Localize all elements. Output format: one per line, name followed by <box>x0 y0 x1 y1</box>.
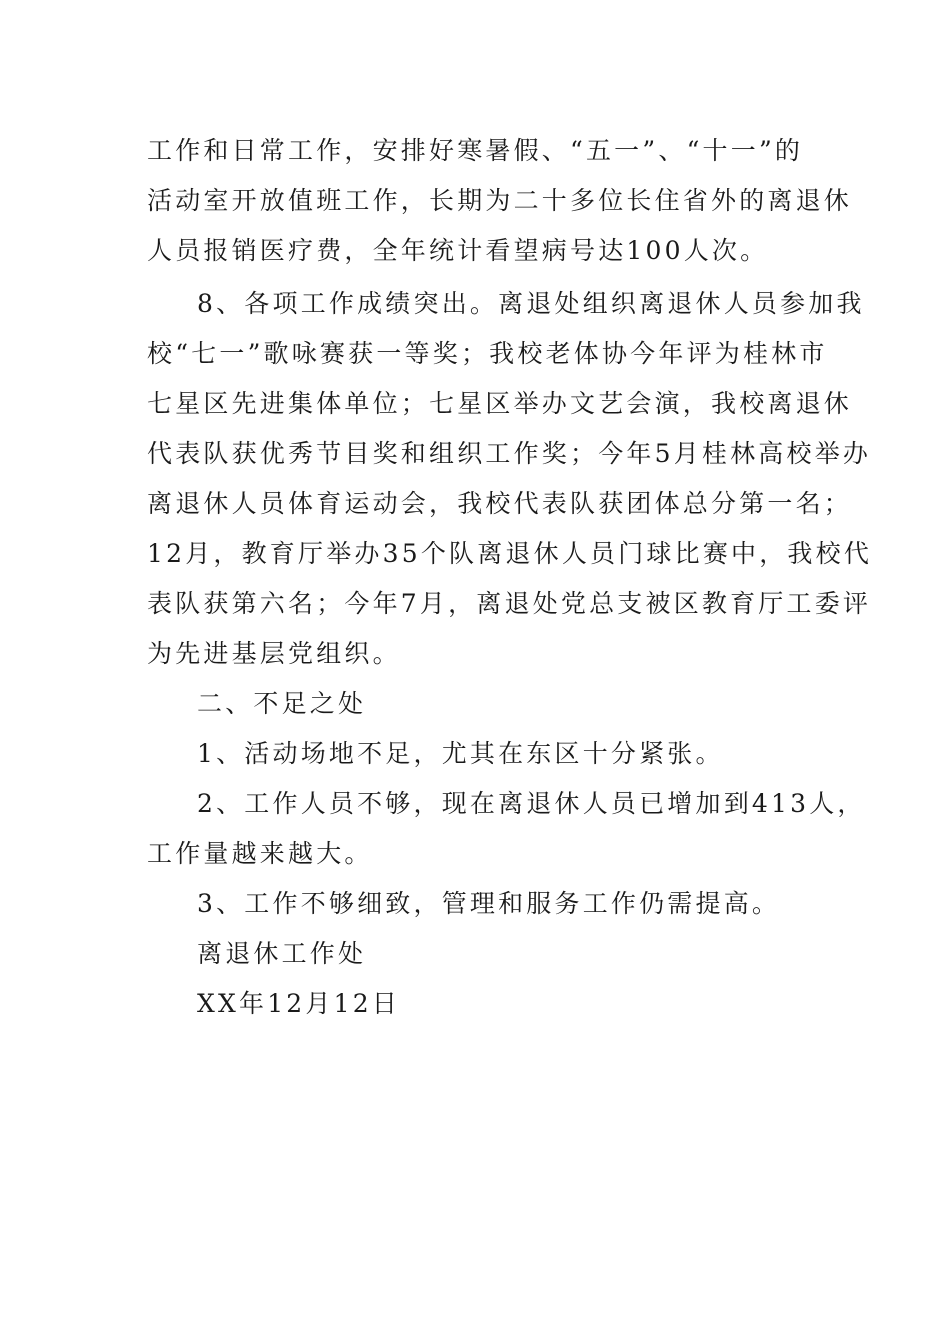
shortcoming-2-line-2: 工作量越来越大。 <box>147 839 373 868</box>
paragraph-8-line-1: 8、各项工作成绩突出。离退处组织离退休人员参加我 <box>197 289 865 318</box>
section-2-heading: 二、不足之处 <box>197 689 367 718</box>
paragraph-8-line-4: 代表队获优秀节目奖和组织工作奖；今年5月桂林高校举办 <box>147 439 872 468</box>
document-date: XX年12月12日 <box>197 989 401 1018</box>
shortcoming-2-line-1: 2、工作人员不够，现在离退休人员已增加到413人， <box>197 789 866 818</box>
paragraph-8-line-2: 校“七一”歌咏赛获一等奖；我校老体协今年评为桂林市 <box>147 339 828 368</box>
paragraph-8-line-7: 表队获第六名；今年7月，离退处党总支被区教育厅工委评 <box>147 589 872 618</box>
paragraph-8-line-8: 为先进基层党组织。 <box>147 639 401 668</box>
paragraph-7-line-1: 工作和日常工作，安排好寒暑假、“五一”、“十一”的 <box>147 136 804 165</box>
signature: 离退休工作处 <box>197 939 367 968</box>
paragraph-8-line-5: 离退休人员体育运动会，我校代表队获团体总分第一名； <box>147 489 853 518</box>
paragraph-8-line-3: 七星区先进集体单位；七星区举办文艺会演，我校离退休 <box>147 389 853 418</box>
paragraph-8-line-6: 12月，教育厅举办35个队离退休人员门球比赛中，我校代 <box>147 539 873 568</box>
shortcoming-3: 3、工作不够细致，管理和服务工作仍需提高。 <box>197 889 781 918</box>
shortcoming-1: 1、活动场地不足，尤其在东区十分紧张。 <box>197 739 724 768</box>
paragraph-7-line-2: 活动室开放值班工作，长期为二十多位长住省外的离退休 <box>147 186 853 215</box>
paragraph-7-line-3: 人员报销医疗费，全年统计看望病号达100人次。 <box>147 236 769 265</box>
